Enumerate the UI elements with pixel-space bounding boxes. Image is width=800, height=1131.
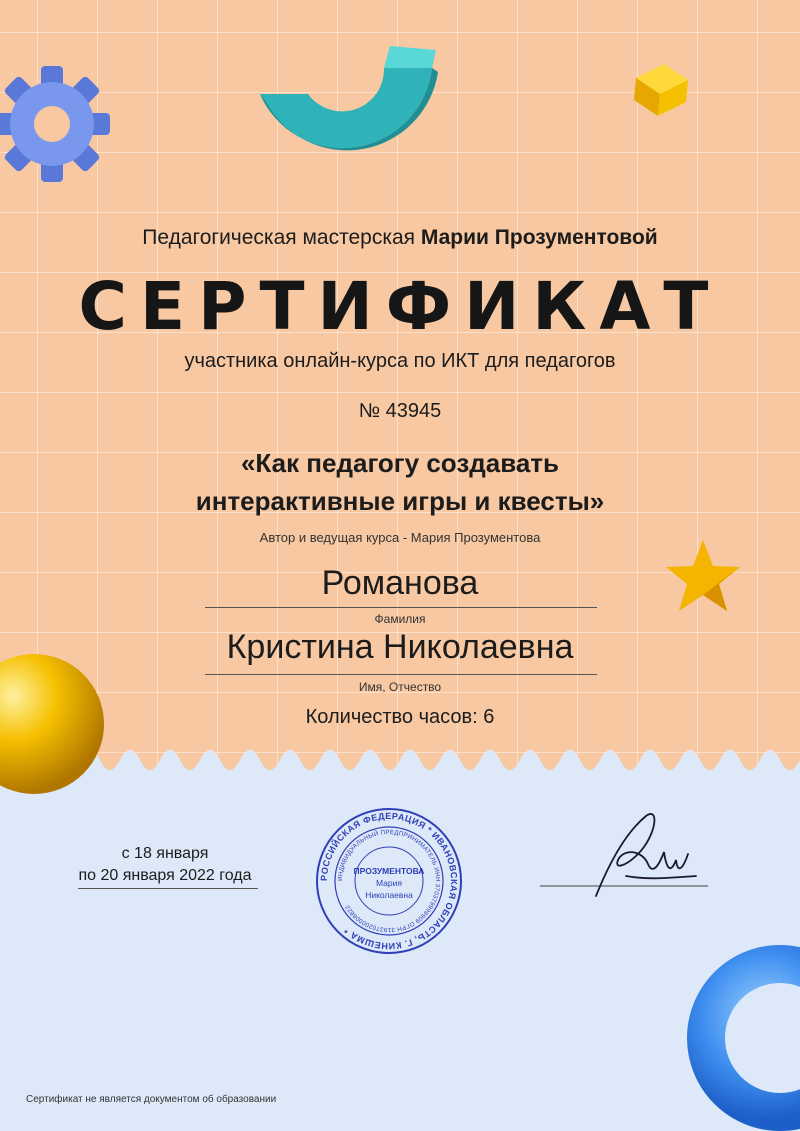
stamp-outer-text: РОССИЙСКАЯ ФЕДЕРАЦИЯ * ИВАНОВСКАЯ ОБЛАСТЬ, Г. КИНЕШМА * (318, 810, 460, 952)
signature (538, 806, 710, 910)
yellow-cube-shape (628, 56, 694, 120)
participant-surname: Романова (321, 564, 479, 602)
course-hours: Количество часов: 6 (305, 706, 495, 728)
disclaimer-footer: Сертификат не является документом об образовании (26, 1094, 277, 1105)
stamp-inner-text: ИНДИВИДУАЛЬНЫЙ ПРЕДПРИНИМАТЕЛЬ ИНН 370379999909 ОГРН 319370200008822 (336, 828, 442, 934)
participant-given-names: Кристина Николаевна (226, 628, 574, 666)
period-start: с 18 января (121, 845, 209, 862)
certificate-number: № 43945 (358, 400, 442, 422)
course-author: Автор и ведущая курса - Мария Прозументова (259, 530, 541, 545)
certificate-title: СЕРТИФИКАТ (78, 268, 722, 345)
teal-arc-shape (252, 38, 442, 162)
gear-icon (0, 58, 112, 188)
course-title-line1: «Как педагогу создавать (240, 448, 560, 478)
course-period (60, 843, 270, 887)
period-end: по 20 января 2022 года (78, 867, 252, 884)
given-names-caption: Имя, Отчество (358, 680, 442, 694)
blue-ring-shape (680, 938, 800, 1131)
course-title (0, 444, 800, 520)
stamp-name-line2: Мария (376, 878, 402, 888)
official-stamp (314, 806, 464, 956)
stamp-name-line1: ПРОЗУМЕНТОВА (353, 866, 425, 876)
organization-owner: Марии Прозументовой (420, 226, 658, 249)
period-underline (78, 888, 258, 889)
organization-name (0, 226, 800, 250)
course-title-line2: интерактивные игры и квесты» (195, 486, 605, 516)
organization-prefix: Педагогическая мастерская (142, 226, 416, 249)
surname-underline (205, 607, 597, 608)
certificate-subtitle: участника онлайн-курса по ИКТ для педагогов (184, 350, 616, 372)
surname-caption: Фамилия (374, 612, 426, 626)
stamp-name-line3: Николаевна (365, 890, 413, 900)
given-names-underline (205, 674, 597, 675)
